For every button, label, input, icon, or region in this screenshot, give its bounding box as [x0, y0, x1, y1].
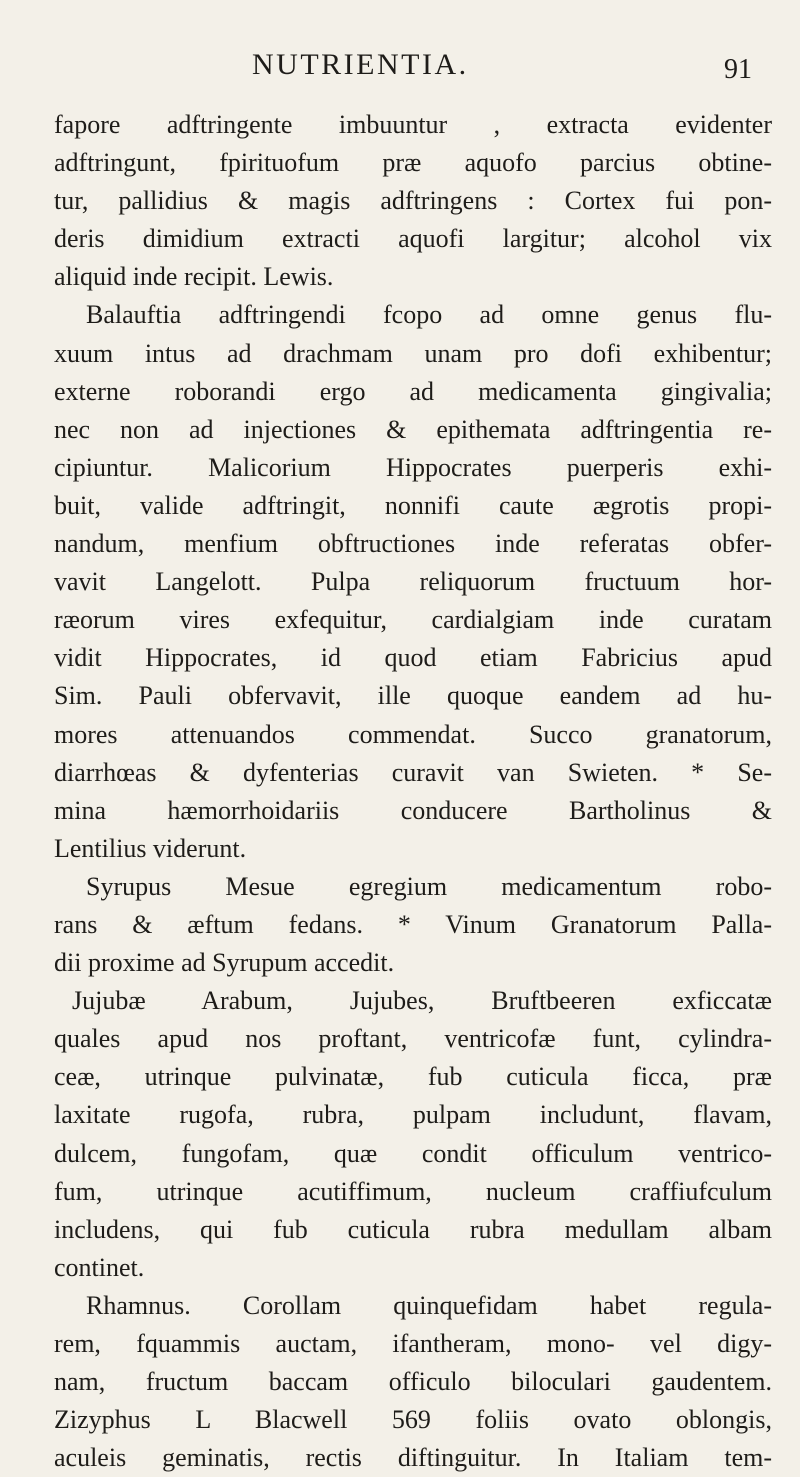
text-line: deris dimidium extracti aquofi largitur; alcohol vix — [54, 224, 772, 254]
text-line: Balauftia adftringendi fcopo ad omne genus flu- — [86, 300, 772, 330]
text-line: Rhamnus. Corollam quinquefidam habet regula- — [86, 1290, 772, 1320]
text-line: fapore adftringente imbuuntur , extracta evidenter — [54, 110, 772, 139]
text-line: aliquid inde recipit. Lewis. — [54, 262, 334, 292]
text-line: xuum intus ad drachmam unam pro dofi exhibentur; — [54, 338, 772, 368]
text-line: rans & æftum fedans. * Vinum Granatorum Palla- — [54, 909, 772, 939]
text-line: tur, pallidius & magis adftringens : Cortex fui pon- — [54, 186, 772, 216]
text-line: mores attenuandos commendat. Succo granatorum, — [54, 719, 772, 749]
text-line: includens, qui fub cuticula rubra medullam albam — [54, 1214, 772, 1244]
text-line: vavit Langelott. Pulpa reliquorum fructuum hor- — [54, 567, 772, 597]
text-line: Jujubæ Arabum, Jujubes, Bruftbeeren exficcatæ — [72, 986, 772, 1016]
running-title: NUTRIENTIA. — [252, 48, 469, 81]
text-line: ceæ, utrinque pulvinatæ, fub cuticula ficca, præ — [54, 1062, 772, 1092]
page-number: 91 — [724, 54, 752, 85]
running-head — [0, 44, 800, 84]
text-line: aculeis geminatis, rectis diftinguitur. In Italiam tem- — [54, 1443, 772, 1473]
text-line: rem, fquammis auctam, ifantheram, mono- vel digy- — [54, 1329, 772, 1358]
text-line: Zizyphus L Blacwell 569 foliis ovato oblongis, — [54, 1405, 772, 1435]
text-line: dulcem, fungofam, quæ condit officulum ventrico- — [54, 1138, 772, 1168]
text-line: nam, fructum baccam officulo biloculari gaudentem. — [54, 1367, 772, 1397]
text-line: vidit Hippocrates, id quod etiam Fabricius apud — [54, 643, 772, 673]
text-line: ræorum vires exfequitur, cardialgiam inde curatam — [54, 605, 772, 635]
text-line: nec non ad injectiones & epithemata adftringentia re- — [54, 414, 772, 444]
text-line: laxitate rugofa, rubra, pulpam includunt, flavam, — [54, 1100, 772, 1130]
text-line: Syrupus Mesue egregium medicamentum robo- — [86, 871, 772, 901]
text-line: continet. — [54, 1252, 145, 1282]
text-line: mina hæmorrhoidariis conducere Bartholinus & — [54, 795, 772, 825]
text-line: nandum, menfium obftructiones inde referatas obfer- — [54, 529, 772, 559]
text-line: fum, utrinque acutiffimum, nucleum craffiufculum — [54, 1176, 772, 1206]
text-line: Sim. Pauli obfervavit, ille quoque eandem ad hu- — [54, 681, 772, 711]
text-line: adftringunt, fpirituofum præ aquofo parcius obtine- — [54, 148, 772, 178]
text-line: buit, valide adftringit, nonnifi caute ægrotis propi- — [54, 490, 772, 520]
body-text — [54, 106, 772, 1477]
text-line: externe roborandi ergo ad medicamenta gingivalia; — [54, 376, 772, 406]
text-line: quales apud nos proftant, ventricofæ funt, cylindra- — [54, 1024, 772, 1054]
text-line: dii proxime ad Syrupum accedit. — [54, 948, 395, 978]
text-line: cipiuntur. Malicorium Hippocrates puerperis exhi- — [54, 452, 772, 482]
text-line: Lentilius viderunt. — [54, 833, 247, 863]
text-line: diarrhœas & dyfenterias curavit van Swieten. * Se- — [54, 757, 772, 787]
